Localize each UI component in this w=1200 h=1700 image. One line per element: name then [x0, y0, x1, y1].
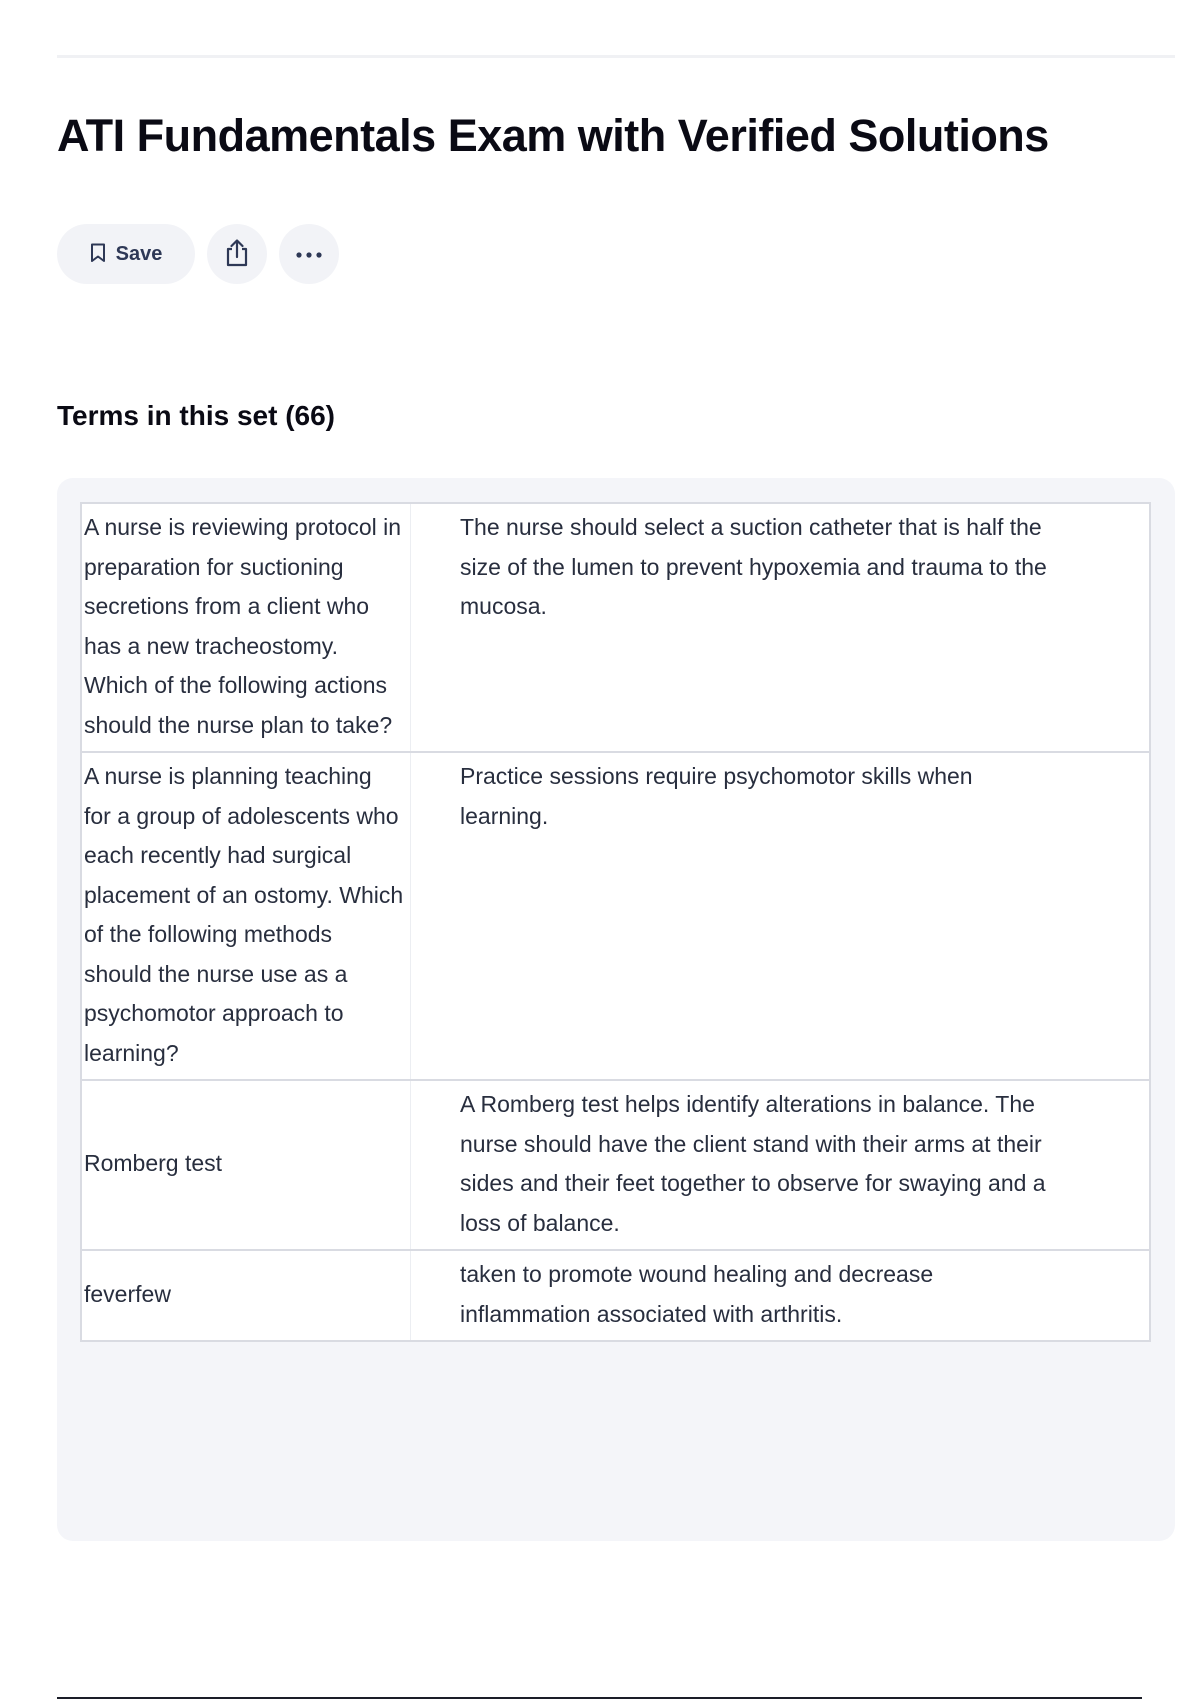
share-icon: [223, 238, 251, 271]
top-divider: [57, 55, 1175, 58]
table-row[interactable]: [81, 1250, 1150, 1341]
terms-table: [80, 502, 1151, 1342]
table-row[interactable]: [81, 503, 1150, 752]
term-cell: A nurse is planning teaching for a group of adolescents who each recently had surgical placement of an ostomy. Which of the following methods should the nurse use as a psychomotor approach to learning?: [81, 752, 411, 1080]
table-row[interactable]: [81, 752, 1150, 1080]
share-button[interactable]: [207, 224, 267, 284]
definition-cell: taken to promote wound healing and decrease inflammation associated with arthritis.: [411, 1250, 1151, 1341]
table-row[interactable]: [81, 1080, 1150, 1250]
page-title: ATI Fundamentals Exam with Verified Solutions: [57, 110, 1049, 161]
more-icon: [295, 247, 323, 262]
save-button[interactable]: [57, 224, 195, 284]
definition-cell: The nurse should select a suction catheter that is half the size of the lumen to prevent hypoxemia and trauma to the mucosa.: [411, 503, 1151, 752]
bottom-divider: [57, 1697, 1142, 1699]
terms-heading: Terms in this set (66): [57, 400, 336, 431]
definition-cell: Practice sessions require psychomotor skills when learning.: [411, 752, 1151, 1080]
term-cell: feverfew: [81, 1250, 411, 1341]
term-cell: A nurse is reviewing protocol in preparation for suctioning secretions from a client who has a new tracheostomy. Which of the following actions should the nurse plan to take?: [81, 503, 411, 752]
more-options-button[interactable]: [279, 224, 339, 284]
bookmark-icon: [90, 243, 106, 266]
save-label: Save: [115, 242, 163, 265]
definition-cell: A Romberg test helps identify alterations in balance. The nurse should have the client stand with their arms at their sides and their feet together to observe for swaying and a loss of balance.: [411, 1080, 1151, 1250]
term-cell: Romberg test: [81, 1080, 411, 1250]
